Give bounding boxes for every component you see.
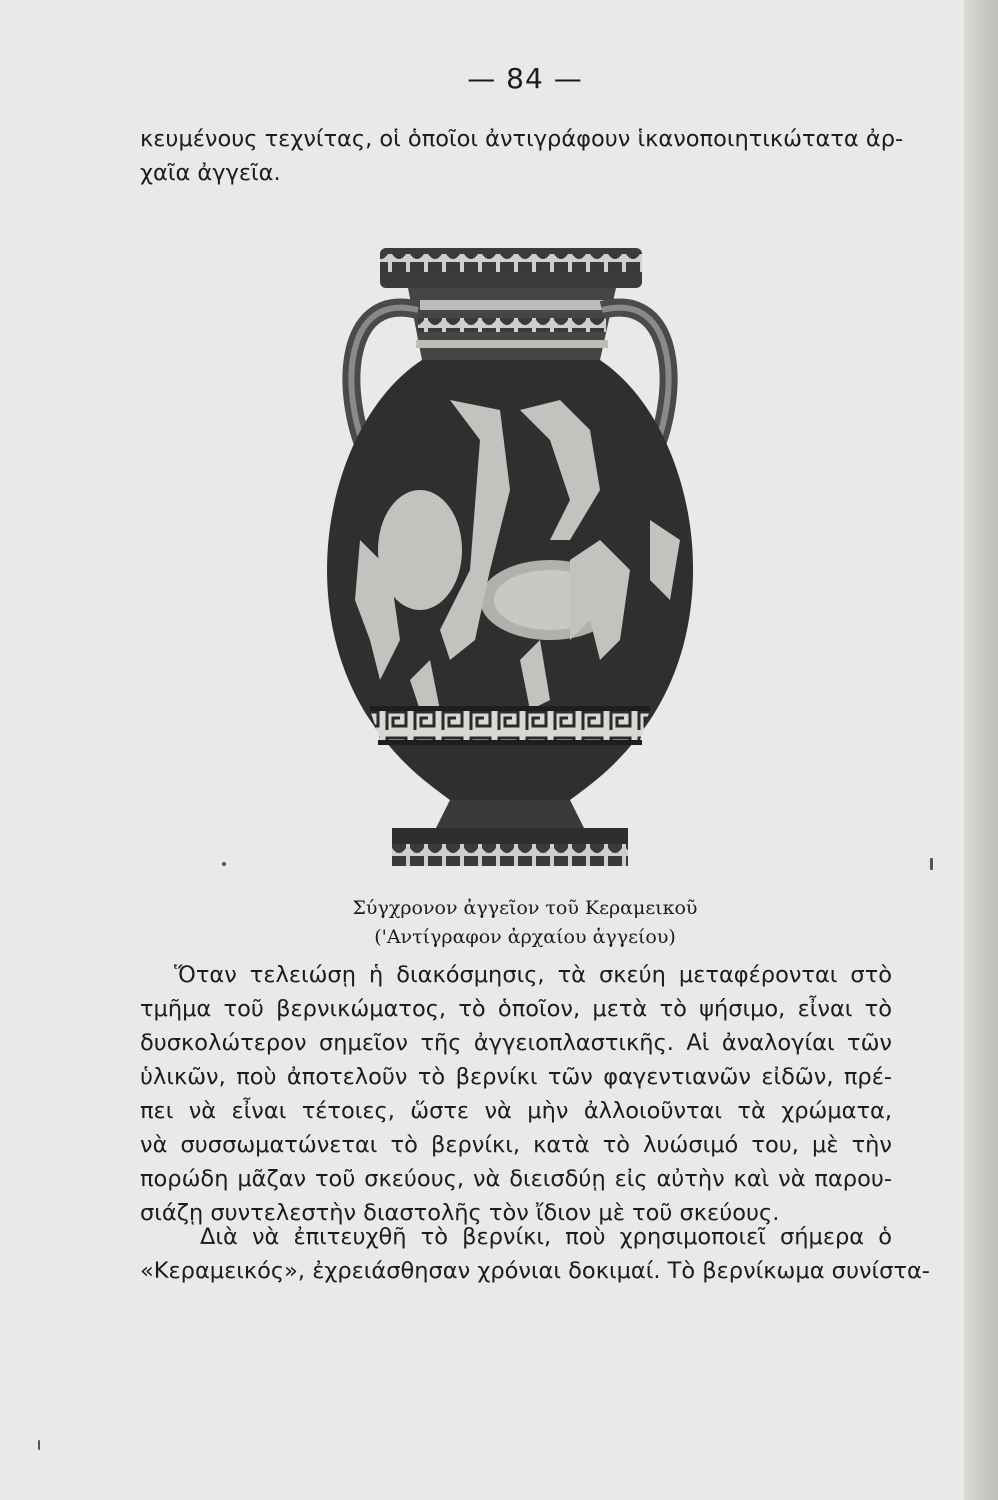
figure-caption-subtitle: ('Αντίγραφον ἀρχαίου ἀγγείου) <box>374 926 676 948</box>
paragraph <box>140 1220 930 1288</box>
text-line: τμῆμα τοῦ βερνικώματος, τὸ ὁποῖον, μετὰ τὸ ψήσιμο, εἶναι τὸ <box>140 996 892 1022</box>
paragraph <box>140 958 892 1230</box>
figure-caption-title: Σύγχρονον ἀγγεῖον τοῦ Κεραμεικοῦ <box>352 897 698 919</box>
text-line: Ὅταν τελειώσῃ ἡ διακόσμησις, τὰ σκεύη μεταφέρονται στὸ <box>174 962 892 988</box>
scan-speck <box>38 1440 40 1450</box>
page-number: — 84 — <box>467 62 583 95</box>
text-line: ὑλικῶν, ποὺ ἀποτελοῦν τὸ βερνίκι τῶν φαγεντιανῶν εἰδῶν, πρέ- <box>140 1064 892 1090</box>
text-line: «Κεραμεικός», ἐχρειάσθησαν χρόνιαι δοκιμαί. Τὸ βερνίκωμα συνίστα- <box>140 1258 930 1284</box>
text-line: Διὰ νὰ ἐπιτευχθῆ τὸ βερνίκι, ποὺ χρησιμοποιεῖ σήμερα ὁ <box>200 1224 892 1250</box>
vase-illustration <box>300 240 720 880</box>
page-edge <box>964 0 998 1500</box>
scan-speck <box>930 858 933 870</box>
text-line: χαῖα ἀγγεῖα. <box>140 160 281 186</box>
top-paragraph <box>140 122 904 190</box>
text-line: νὰ συσσωματώνεται τὸ βερνίκι, κατὰ τὸ λυώσιμό του, μὲ τὴν <box>140 1132 892 1158</box>
text-line: πει νὰ εἶναι τέτοιες, ὥστε νὰ μὴν ἀλλοιοῦνται τὰ χρώματα, <box>140 1098 892 1124</box>
text-line: σιάζῃ συντελεστὴν διαστολῆς τὸν ἴδιον μὲ τοῦ σκεύους. <box>140 1200 780 1226</box>
text-line: πορώδη μᾶζαν τοῦ σκεύους, νὰ διεισδύῃ εἰς αὐτὴν καὶ νὰ παρου- <box>140 1166 892 1192</box>
text-line: δυσκολώτερον σημεῖον τῆς ἀγγειοπλαστικῆς. Αἱ ἀναλογίαι τῶν <box>140 1030 892 1056</box>
text-line: κευμένους τεχνίτας, οἱ ὁποῖοι ἀντιγράφουν ἱκανοποιητικώτατα ἀρ- <box>140 126 904 152</box>
scan-speck <box>222 862 226 866</box>
